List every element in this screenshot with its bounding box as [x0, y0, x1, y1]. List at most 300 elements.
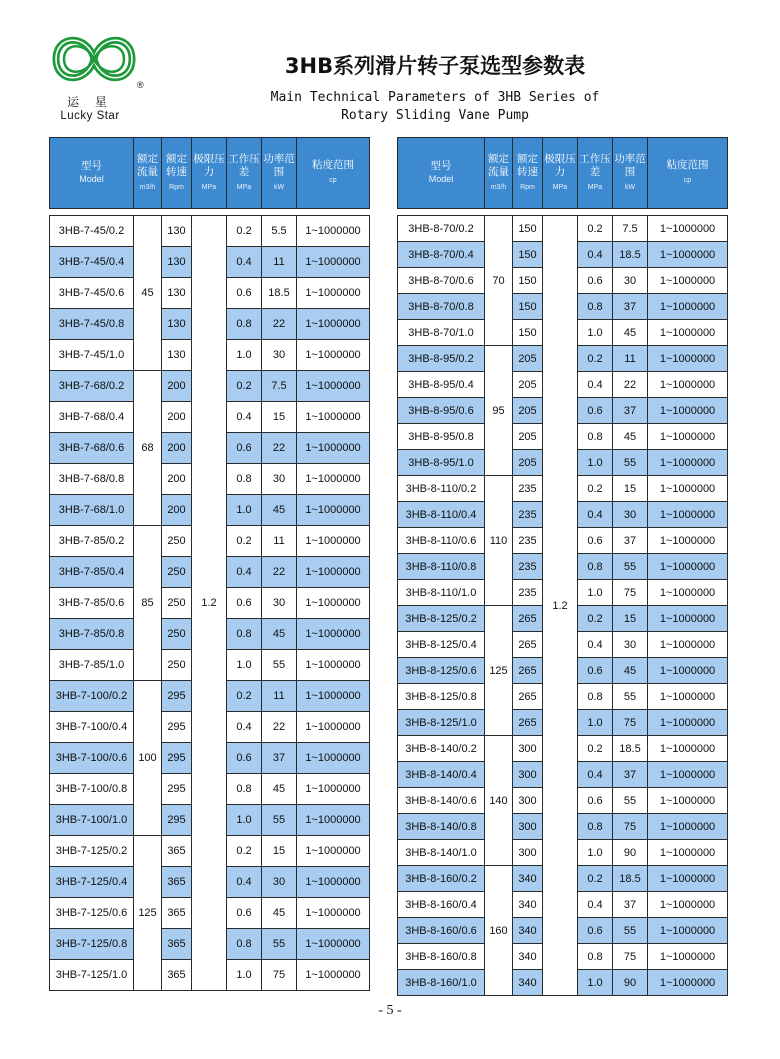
work-pressure-cell: 0.6: [227, 743, 262, 774]
model-cell: 3HB-8-70/0.8: [398, 294, 485, 320]
speed-cell: 265: [513, 632, 543, 658]
speed-cell: 130: [162, 278, 192, 309]
speed-cell: 365: [162, 960, 192, 991]
model-cell: 3HB-7-100/0.6: [50, 743, 134, 774]
model-cell: 3HB-7-68/1.0: [50, 495, 134, 526]
model-cell: 3HB-8-125/0.8: [398, 684, 485, 710]
power-cell: 75: [613, 944, 648, 970]
viscosity-cell: 1~1000000: [648, 502, 728, 528]
power-cell: 11: [262, 247, 297, 278]
page-title-cn: 3HB系列滑片转子泵选型参数表: [284, 54, 586, 78]
page-number: - 5 -: [378, 1003, 402, 1018]
work-pressure-cell: 1.0: [578, 970, 613, 996]
model-cell: 3HB-8-95/1.0: [398, 450, 485, 476]
work-pressure-cell: 0.8: [578, 424, 613, 450]
power-cell: 30: [613, 632, 648, 658]
model-cell: 3HB-8-140/1.0: [398, 840, 485, 866]
model-cell: 3HB-7-45/0.6: [50, 278, 134, 309]
work-pressure-cell: 1.0: [578, 450, 613, 476]
viscosity-cell: 1~1000000: [648, 476, 728, 502]
speed-cell: 205: [513, 450, 543, 476]
speed-cell: 200: [162, 371, 192, 402]
power-cell: 55: [613, 684, 648, 710]
flow-cell: 85: [134, 526, 162, 681]
work-pressure-cell: 0.6: [227, 433, 262, 464]
column-header-work-pressure: 工作压差 MPa: [578, 138, 613, 209]
power-cell: 45: [262, 495, 297, 526]
column-header-model: 型号 Model: [50, 138, 134, 209]
work-pressure-cell: 0.8: [227, 464, 262, 495]
power-cell: 15: [262, 402, 297, 433]
model-cell: 3HB-8-110/0.2: [398, 476, 485, 502]
viscosity-cell: 1~1000000: [648, 320, 728, 346]
power-cell: 45: [613, 320, 648, 346]
speed-cell: 295: [162, 681, 192, 712]
work-pressure-cell: 1.0: [578, 840, 613, 866]
work-pressure-cell: 0.6: [578, 658, 613, 684]
work-pressure-cell: 0.4: [578, 892, 613, 918]
flow-cell: 70: [485, 216, 513, 346]
model-cell: 3HB-7-125/0.6: [50, 898, 134, 929]
model-cell: 3HB-7-45/0.4: [50, 247, 134, 278]
viscosity-cell: 1~1000000: [297, 867, 370, 898]
registered-mark: ®: [137, 80, 144, 90]
model-cell: 3HB-8-70/0.6: [398, 268, 485, 294]
viscosity-cell: 1~1000000: [297, 309, 370, 340]
brand-name-en: Lucky Star: [60, 110, 120, 122]
model-cell: 3HB-8-70/0.4: [398, 242, 485, 268]
speed-cell: 340: [513, 918, 543, 944]
power-cell: 7.5: [613, 216, 648, 242]
power-cell: 45: [262, 774, 297, 805]
speed-cell: 205: [513, 372, 543, 398]
power-cell: 55: [613, 918, 648, 944]
column-header-work-pressure: 工作压差 MPa: [227, 138, 262, 209]
power-cell: 15: [613, 606, 648, 632]
work-pressure-cell: 0.4: [578, 762, 613, 788]
power-cell: 55: [262, 805, 297, 836]
speed-cell: 235: [513, 502, 543, 528]
power-cell: 45: [262, 898, 297, 929]
speed-cell: 150: [513, 216, 543, 242]
viscosity-cell: 1~1000000: [297, 960, 370, 991]
column-header-speed: 额定转速 Rpm: [162, 138, 192, 209]
work-pressure-cell: 1.0: [227, 805, 262, 836]
work-pressure-cell: 0.8: [578, 684, 613, 710]
speed-cell: 205: [513, 424, 543, 450]
table-row: [50, 216, 370, 247]
model-cell: 3HB-8-140/0.8: [398, 814, 485, 840]
model-cell: 3HB-8-160/0.8: [398, 944, 485, 970]
power-cell: 37: [262, 743, 297, 774]
model-cell: 3HB-7-68/0.4: [50, 402, 134, 433]
work-pressure-cell: 0.8: [227, 929, 262, 960]
viscosity-cell: 1~1000000: [648, 580, 728, 606]
model-cell: 3HB-8-110/0.8: [398, 554, 485, 580]
power-cell: 18.5: [613, 242, 648, 268]
work-pressure-cell: 0.6: [578, 918, 613, 944]
page-title-en-line1: Main Technical Parameters of 3HB Series of: [270, 90, 600, 105]
viscosity-cell: 1~1000000: [297, 929, 370, 960]
model-cell: 3HB-7-68/0.6: [50, 433, 134, 464]
viscosity-cell: 1~1000000: [648, 398, 728, 424]
speed-cell: 200: [162, 495, 192, 526]
left-parameter-table: [49, 137, 370, 991]
work-pressure-cell: 1.0: [578, 710, 613, 736]
model-cell: 3HB-8-95/0.2: [398, 346, 485, 372]
column-header-power: 功率范围 kW: [262, 138, 297, 209]
viscosity-cell: 1~1000000: [297, 619, 370, 650]
work-pressure-cell: 0.6: [578, 788, 613, 814]
viscosity-cell: 1~1000000: [297, 681, 370, 712]
model-cell: 3HB-8-125/0.4: [398, 632, 485, 658]
speed-cell: 300: [513, 840, 543, 866]
speed-cell: 265: [513, 606, 543, 632]
viscosity-cell: 1~1000000: [648, 268, 728, 294]
speed-cell: 295: [162, 805, 192, 836]
work-pressure-cell: 0.6: [227, 278, 262, 309]
speed-cell: 250: [162, 526, 192, 557]
speed-cell: 340: [513, 866, 543, 892]
viscosity-cell: 1~1000000: [648, 242, 728, 268]
model-cell: 3HB-8-110/0.6: [398, 528, 485, 554]
model-cell: 3HB-7-100/0.2: [50, 681, 134, 712]
model-cell: 3HB-7-45/0.2: [50, 216, 134, 247]
model-cell: 3HB-7-100/0.8: [50, 774, 134, 805]
model-cell: 3HB-7-85/0.2: [50, 526, 134, 557]
power-cell: 37: [613, 892, 648, 918]
model-cell: 3HB-8-140/0.6: [398, 788, 485, 814]
viscosity-cell: 1~1000000: [297, 836, 370, 867]
speed-cell: 150: [513, 268, 543, 294]
power-cell: 30: [613, 268, 648, 294]
power-cell: 55: [613, 450, 648, 476]
viscosity-cell: 1~1000000: [648, 372, 728, 398]
column-header-power: 功率范围 kW: [613, 138, 648, 209]
power-cell: 22: [613, 372, 648, 398]
flow-cell: 95: [485, 346, 513, 476]
model-cell: 3HB-8-125/0.2: [398, 606, 485, 632]
work-pressure-cell: 0.2: [578, 476, 613, 502]
power-cell: 22: [262, 557, 297, 588]
power-cell: 55: [262, 929, 297, 960]
model-cell: 3HB-8-140/0.2: [398, 736, 485, 762]
viscosity-cell: 1~1000000: [297, 898, 370, 929]
power-cell: 30: [262, 867, 297, 898]
speed-cell: 130: [162, 247, 192, 278]
power-cell: 5.5: [262, 216, 297, 247]
work-pressure-cell: 0.2: [227, 371, 262, 402]
column-header-viscosity: 粘度范围 cp: [648, 138, 728, 209]
power-cell: 30: [262, 340, 297, 371]
speed-cell: 365: [162, 867, 192, 898]
column-header-max-pressure: 极限压力 MPa: [543, 138, 578, 209]
power-cell: 18.5: [613, 866, 648, 892]
viscosity-cell: 1~1000000: [297, 526, 370, 557]
work-pressure-cell: 0.2: [578, 346, 613, 372]
speed-cell: 300: [513, 762, 543, 788]
viscosity-cell: 1~1000000: [297, 278, 370, 309]
work-pressure-cell: 0.2: [578, 216, 613, 242]
model-cell: 3HB-8-125/1.0: [398, 710, 485, 736]
power-cell: 90: [613, 970, 648, 996]
viscosity-cell: 1~1000000: [297, 557, 370, 588]
viscosity-cell: 1~1000000: [648, 710, 728, 736]
work-pressure-cell: 1.0: [227, 495, 262, 526]
model-cell: 3HB-7-85/0.4: [50, 557, 134, 588]
power-cell: 37: [613, 398, 648, 424]
power-cell: 55: [613, 788, 648, 814]
work-pressure-cell: 0.4: [227, 557, 262, 588]
work-pressure-cell: 0.6: [578, 398, 613, 424]
speed-cell: 365: [162, 836, 192, 867]
model-cell: 3HB-7-45/0.8: [50, 309, 134, 340]
max-pressure-cell: 1.2: [192, 216, 227, 991]
model-cell: 3HB-8-160/0.4: [398, 892, 485, 918]
model-cell: 3HB-7-125/0.8: [50, 929, 134, 960]
model-cell: 3HB-8-95/0.4: [398, 372, 485, 398]
column-header-model: 型号 Model: [398, 138, 485, 209]
speed-cell: 300: [513, 736, 543, 762]
work-pressure-cell: 0.6: [227, 588, 262, 619]
left-header-row: [50, 138, 370, 209]
work-pressure-cell: 0.2: [227, 681, 262, 712]
viscosity-cell: 1~1000000: [648, 684, 728, 710]
power-cell: 30: [613, 502, 648, 528]
power-cell: 75: [262, 960, 297, 991]
power-cell: 7.5: [262, 371, 297, 402]
power-cell: 37: [613, 528, 648, 554]
viscosity-cell: 1~1000000: [648, 658, 728, 684]
power-cell: 45: [262, 619, 297, 650]
column-header-flow: 额定流量 m3/h: [134, 138, 162, 209]
lucky-star-logo: [44, 26, 152, 92]
work-pressure-cell: 0.2: [227, 836, 262, 867]
viscosity-cell: 1~1000000: [297, 464, 370, 495]
work-pressure-cell: 0.4: [227, 712, 262, 743]
model-cell: 3HB-7-85/1.0: [50, 650, 134, 681]
flow-cell: 68: [134, 371, 162, 526]
viscosity-cell: 1~1000000: [648, 814, 728, 840]
work-pressure-cell: 1.0: [578, 580, 613, 606]
model-cell: 3HB-8-70/0.2: [398, 216, 485, 242]
flow-cell: 160: [485, 866, 513, 996]
power-cell: 90: [613, 840, 648, 866]
viscosity-cell: 1~1000000: [648, 216, 728, 242]
work-pressure-cell: 1.0: [227, 960, 262, 991]
model-cell: 3HB-8-110/0.4: [398, 502, 485, 528]
viscosity-cell: 1~1000000: [297, 774, 370, 805]
power-cell: 30: [262, 588, 297, 619]
viscosity-cell: 1~1000000: [648, 632, 728, 658]
speed-cell: 295: [162, 743, 192, 774]
model-cell: 3HB-7-100/0.4: [50, 712, 134, 743]
speed-cell: 150: [513, 320, 543, 346]
speed-cell: 265: [513, 684, 543, 710]
speed-cell: 235: [513, 476, 543, 502]
viscosity-cell: 1~1000000: [648, 788, 728, 814]
power-cell: 45: [613, 658, 648, 684]
viscosity-cell: 1~1000000: [648, 840, 728, 866]
speed-cell: 200: [162, 464, 192, 495]
flow-cell: 110: [485, 476, 513, 606]
power-cell: 18.5: [262, 278, 297, 309]
viscosity-cell: 1~1000000: [648, 294, 728, 320]
speed-cell: 205: [513, 346, 543, 372]
speed-cell: 250: [162, 619, 192, 650]
power-cell: 55: [613, 554, 648, 580]
model-cell: 3HB-7-100/1.0: [50, 805, 134, 836]
viscosity-cell: 1~1000000: [648, 424, 728, 450]
flow-cell: 140: [485, 736, 513, 866]
brand-name-cn: 运 星: [67, 95, 113, 109]
viscosity-cell: 1~1000000: [648, 528, 728, 554]
viscosity-cell: 1~1000000: [297, 402, 370, 433]
power-cell: 15: [613, 476, 648, 502]
work-pressure-cell: 0.8: [578, 554, 613, 580]
model-cell: 3HB-7-85/0.6: [50, 588, 134, 619]
knot-logo-icon: [44, 26, 144, 92]
power-cell: 11: [262, 526, 297, 557]
speed-cell: 250: [162, 650, 192, 681]
work-pressure-cell: 0.4: [578, 372, 613, 398]
model-cell: 3HB-7-68/0.8: [50, 464, 134, 495]
power-cell: 22: [262, 309, 297, 340]
viscosity-cell: 1~1000000: [648, 606, 728, 632]
power-cell: 30: [262, 464, 297, 495]
model-cell: 3HB-7-125/1.0: [50, 960, 134, 991]
viscosity-cell: 1~1000000: [297, 216, 370, 247]
speed-cell: 235: [513, 554, 543, 580]
viscosity-cell: 1~1000000: [648, 554, 728, 580]
model-cell: 3HB-8-140/0.4: [398, 762, 485, 788]
table-row: [398, 216, 728, 242]
model-cell: 3HB-8-160/0.6: [398, 918, 485, 944]
work-pressure-cell: 0.4: [578, 632, 613, 658]
work-pressure-cell: 1.0: [227, 340, 262, 371]
power-cell: 37: [613, 294, 648, 320]
work-pressure-cell: 0.8: [578, 814, 613, 840]
work-pressure-cell: 0.2: [227, 216, 262, 247]
power-cell: 75: [613, 814, 648, 840]
work-pressure-cell: 0.4: [227, 247, 262, 278]
speed-cell: 130: [162, 340, 192, 371]
speed-cell: 340: [513, 892, 543, 918]
work-pressure-cell: 0.8: [227, 619, 262, 650]
speed-cell: 150: [513, 294, 543, 320]
speed-cell: 200: [162, 433, 192, 464]
work-pressure-cell: 0.6: [578, 528, 613, 554]
viscosity-cell: 1~1000000: [648, 346, 728, 372]
viscosity-cell: 1~1000000: [648, 866, 728, 892]
speed-cell: 130: [162, 216, 192, 247]
speed-cell: 300: [513, 814, 543, 840]
model-cell: 3HB-8-160/1.0: [398, 970, 485, 996]
power-cell: 11: [262, 681, 297, 712]
viscosity-cell: 1~1000000: [297, 712, 370, 743]
speed-cell: 365: [162, 898, 192, 929]
model-cell: 3HB-8-95/0.6: [398, 398, 485, 424]
viscosity-cell: 1~1000000: [297, 805, 370, 836]
work-pressure-cell: 0.2: [578, 606, 613, 632]
work-pressure-cell: 0.4: [578, 502, 613, 528]
right-parameter-table: [397, 137, 728, 996]
power-cell: 22: [262, 433, 297, 464]
work-pressure-cell: 0.8: [227, 774, 262, 805]
power-cell: 15: [262, 836, 297, 867]
speed-cell: 200: [162, 402, 192, 433]
work-pressure-cell: 0.8: [227, 309, 262, 340]
speed-cell: 265: [513, 710, 543, 736]
flow-cell: 125: [134, 836, 162, 991]
power-cell: 11: [613, 346, 648, 372]
viscosity-cell: 1~1000000: [297, 650, 370, 681]
right-header-row: [398, 138, 728, 209]
work-pressure-cell: 0.2: [578, 736, 613, 762]
viscosity-cell: 1~1000000: [648, 450, 728, 476]
viscosity-cell: 1~1000000: [297, 743, 370, 774]
viscosity-cell: 1~1000000: [297, 588, 370, 619]
speed-cell: 300: [513, 788, 543, 814]
model-cell: 3HB-7-125/0.2: [50, 836, 134, 867]
power-cell: 75: [613, 580, 648, 606]
model-cell: 3HB-8-160/0.2: [398, 866, 485, 892]
model-cell: 3HB-8-110/1.0: [398, 580, 485, 606]
column-header-flow: 额定流量 m3/h: [485, 138, 513, 209]
viscosity-cell: 1~1000000: [297, 433, 370, 464]
column-header-speed: 额定转速 Rpm: [513, 138, 543, 209]
work-pressure-cell: 0.6: [578, 268, 613, 294]
model-cell: 3HB-8-95/0.8: [398, 424, 485, 450]
speed-cell: 265: [513, 658, 543, 684]
page-title-en-line2: Rotary Sliding Vane Pump: [341, 108, 529, 123]
model-cell: 3HB-7-125/0.4: [50, 867, 134, 898]
max-pressure-cell: 1.2: [543, 216, 578, 996]
viscosity-cell: 1~1000000: [648, 918, 728, 944]
viscosity-cell: 1~1000000: [648, 970, 728, 996]
power-cell: 75: [613, 710, 648, 736]
work-pressure-cell: 1.0: [227, 650, 262, 681]
speed-cell: 340: [513, 970, 543, 996]
power-cell: 18.5: [613, 736, 648, 762]
model-cell: 3HB-8-70/1.0: [398, 320, 485, 346]
work-pressure-cell: 0.8: [578, 294, 613, 320]
work-pressure-cell: 1.0: [578, 320, 613, 346]
viscosity-cell: 1~1000000: [648, 736, 728, 762]
power-cell: 45: [613, 424, 648, 450]
column-header-max-pressure: 极限压力 MPa: [192, 138, 227, 209]
work-pressure-cell: 0.4: [227, 402, 262, 433]
model-cell: 3HB-7-45/1.0: [50, 340, 134, 371]
viscosity-cell: 1~1000000: [648, 892, 728, 918]
viscosity-cell: 1~1000000: [297, 371, 370, 402]
speed-cell: 235: [513, 580, 543, 606]
speed-cell: 205: [513, 398, 543, 424]
speed-cell: 250: [162, 588, 192, 619]
speed-cell: 340: [513, 944, 543, 970]
model-cell: 3HB-7-68/0.2: [50, 371, 134, 402]
viscosity-cell: 1~1000000: [297, 495, 370, 526]
work-pressure-cell: 0.8: [578, 944, 613, 970]
speed-cell: 235: [513, 528, 543, 554]
speed-cell: 130: [162, 309, 192, 340]
work-pressure-cell: 0.2: [227, 526, 262, 557]
power-cell: 55: [262, 650, 297, 681]
work-pressure-cell: 0.2: [578, 866, 613, 892]
model-cell: 3HB-8-125/0.6: [398, 658, 485, 684]
speed-cell: 250: [162, 557, 192, 588]
model-cell: 3HB-7-85/0.8: [50, 619, 134, 650]
